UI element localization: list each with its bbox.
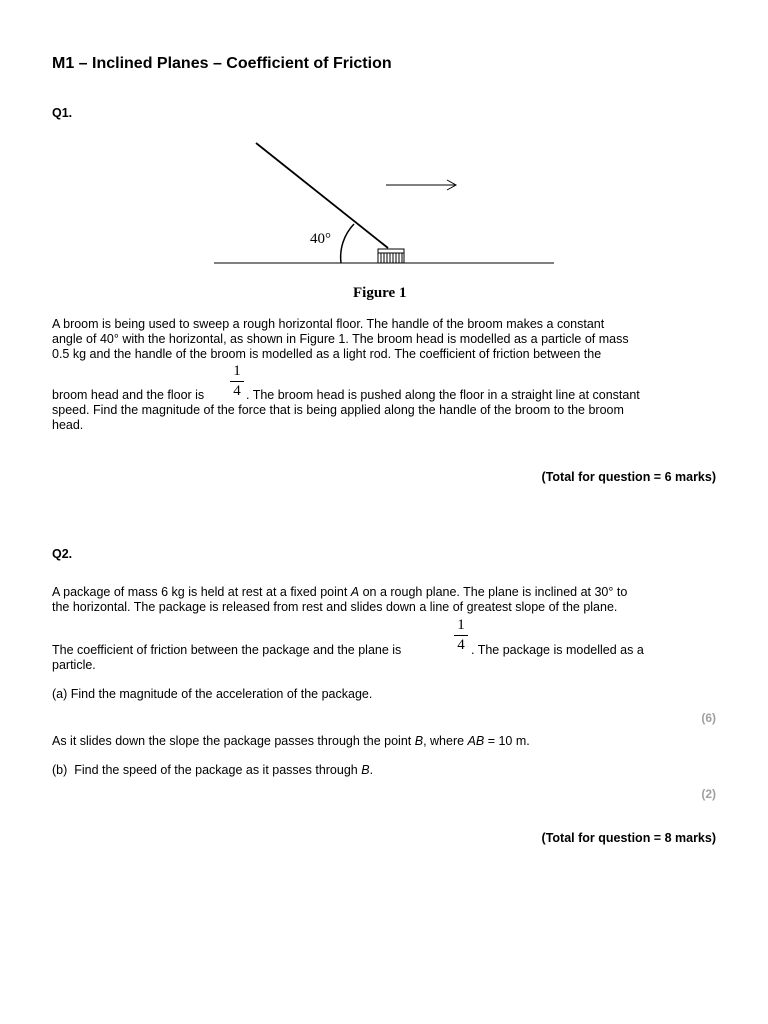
q1-text-line-3: 0.5 kg and the handle of the broom is modelled as a light rod. The coefficient of friction between the (52, 347, 602, 361)
angle-arc (341, 224, 354, 263)
q1-label: Q1. (52, 106, 73, 120)
angle-label: 40° (310, 231, 331, 247)
q1-text-line-5: speed. Find the magnitude of the force that is being applied along the handle of the broom to the broom (52, 403, 624, 417)
q1-fraction (230, 363, 244, 400)
q2-text-line-2: the horizontal. The package is released from rest and slides down a line of greatest slope of the plane. (52, 600, 618, 614)
q2-text-line-1: A package of mass 6 kg is held at rest at a fixed point A on a rough plane. The plane is inclined at 30° to (52, 585, 628, 599)
q2-marks-a: (6) (701, 711, 716, 725)
broom-head (378, 249, 404, 263)
q1-text-line-4-pre: broom head and the floor is (52, 388, 205, 402)
q2-text-line-5: As it slides down the slope the package passes through the point B, where AB = 10 m. (52, 734, 530, 748)
q2-label: Q2. (52, 547, 73, 561)
figure-1-diagram (200, 135, 570, 275)
fraction-numerator: 1 (457, 617, 465, 633)
q2-text-line-4: particle. (52, 658, 96, 672)
q1-text-line-1: A broom is being used to sweep a rough horizontal floor. The handle of the broom makes a constant (52, 317, 605, 331)
q2-marks-b: (2) (701, 787, 716, 801)
fraction-denominator: 4 (457, 637, 465, 653)
q2-text-line-3-pre: The coefficient of friction between the package and the plane is (52, 643, 402, 657)
q1-text-line-4-post: . The broom head is pushed along the floor in a straight line at constant (246, 388, 640, 402)
direction-arrow (386, 180, 456, 190)
q2-part-b: (b) Find the speed of the package as it passes through B. (52, 763, 374, 777)
q2-fraction (454, 617, 468, 654)
q1-total-marks: (Total for question = 6 marks) (541, 470, 716, 484)
q2-part-a: (a) Find the magnitude of the acceleration of the package. (52, 687, 373, 701)
q1-text-line-6: head. (52, 418, 84, 432)
fraction-numerator: 1 (233, 363, 241, 379)
fraction-bar (230, 381, 244, 382)
fraction-denominator: 4 (233, 383, 241, 399)
fraction-bar (454, 635, 468, 636)
page-title: M1 – Inclined Planes – Coefficient of Friction (52, 55, 392, 72)
q2-text-line-3-post: . The package is modelled as a (471, 643, 644, 657)
q2-total-marks: (Total for question = 8 marks) (541, 831, 716, 845)
q1-text-line-2: angle of 40° with the horizontal, as shown in Figure 1. The broom head is modelled as a particle of mass (52, 332, 629, 346)
figure-caption: Figure 1 (353, 285, 407, 301)
